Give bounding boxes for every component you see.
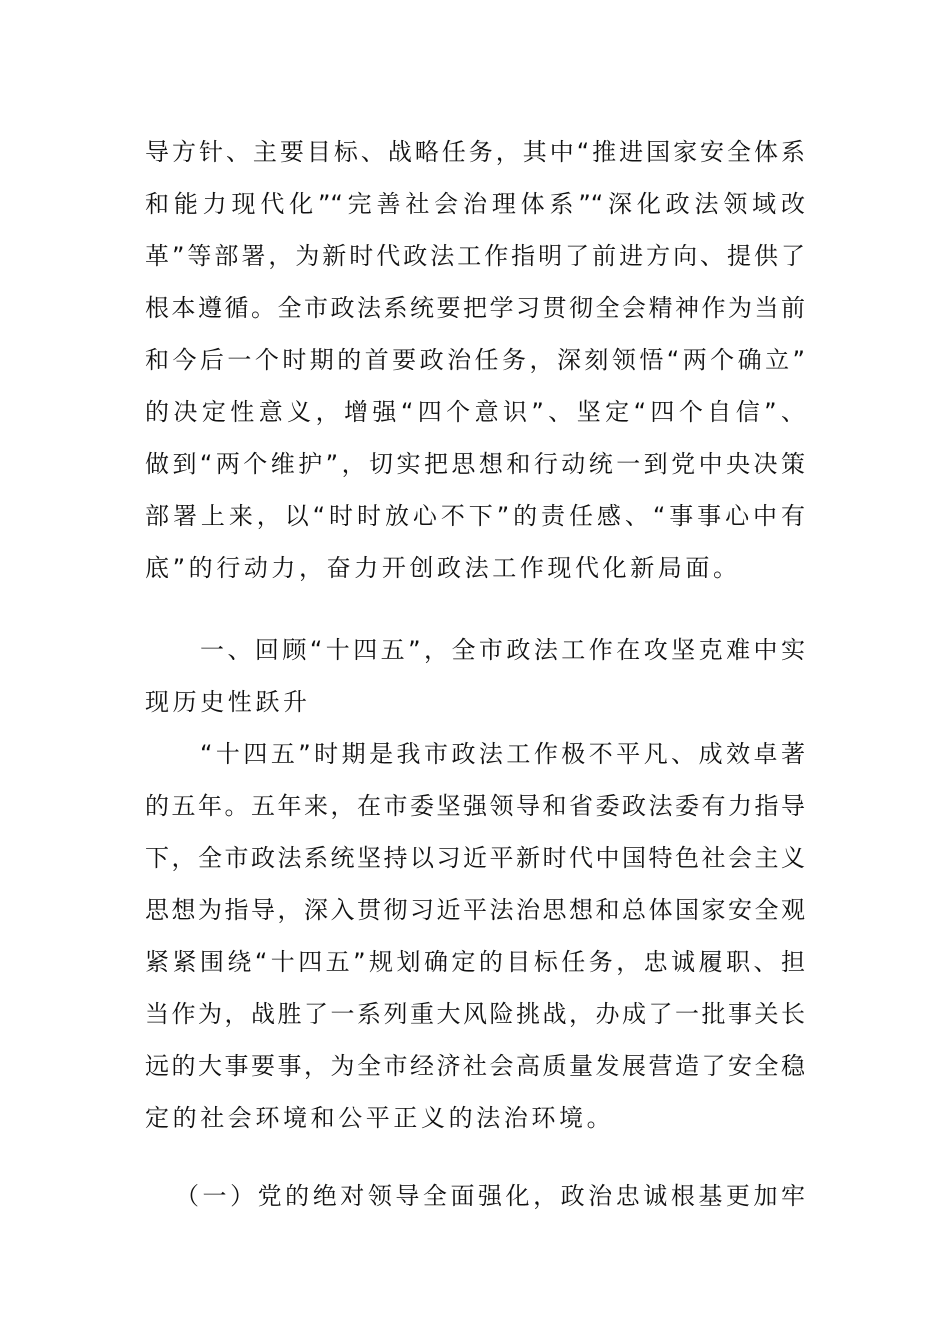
text-line: 的五年。五年来，在市委坚强领导和省委政法委有力指导 bbox=[145, 792, 805, 820]
heading-line: 一、回顾“十四五”，全市政法工作在攻坚克难中实 bbox=[200, 636, 805, 664]
text-line: 远的大事要事，为全市经济社会高质量发展营造了安全稳 bbox=[145, 1052, 805, 1080]
text-line: 的决定性意义，增强“四个意识”、坚定“四个自信”、 bbox=[145, 398, 805, 426]
text-line: 部署上来，以“时时放心不下”的责任感、“事事心中有 bbox=[145, 502, 805, 530]
text-line: 和今后一个时期的首要政治任务，深刻领悟“两个确立” bbox=[145, 346, 805, 374]
text-line: 下，全市政法系统坚持以习近平新时代中国特色社会主义 bbox=[145, 844, 805, 872]
text-line: 和能力现代化”“完善社会治理体系”“深化政法领域改 bbox=[145, 190, 805, 218]
text-line: 底”的行动力，奋力开创政法工作现代化新局面。 bbox=[145, 554, 741, 582]
text-line: 定的社会环境和公平正义的法治环境。 bbox=[145, 1104, 615, 1132]
text-line: 当作为，战胜了一系列重大风险挑战，办成了一批事关长 bbox=[145, 1000, 805, 1028]
text-line: 做到“两个维护”，切实把思想和行动统一到党中央决策 bbox=[145, 450, 805, 478]
text-line: 思想为指导，深入贯彻习近平法治思想和总体国家安全观 bbox=[145, 896, 805, 924]
text-line: 紧紧围绕“十四五”规划确定的目标任务，忠诚履职、担 bbox=[145, 948, 805, 976]
heading-line: （一）党的绝对领导全面强化，政治忠诚根基更加牢 bbox=[175, 1182, 805, 1210]
text-line: 导方针、主要目标、战略任务，其中“推进国家安全体系 bbox=[145, 138, 805, 166]
text-line: 革”等部署，为新时代政法工作指明了前进方向、提供了 bbox=[145, 242, 805, 270]
text-line: 根本遵循。全市政法系统要把学习贯彻全会精神作为当前 bbox=[145, 294, 805, 322]
heading-line: 现历史性跃升 bbox=[145, 688, 311, 716]
text-line: “十四五”时期是我市政法工作极不平凡、成效卓著 bbox=[200, 740, 805, 768]
